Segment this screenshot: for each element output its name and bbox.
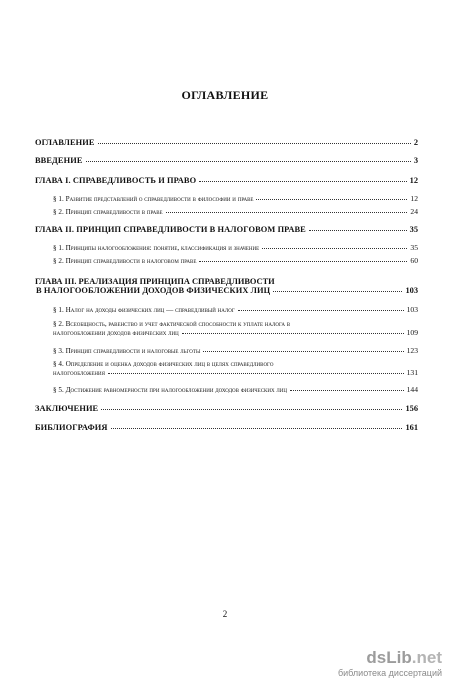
dot-leader [182, 333, 404, 334]
toc-entry-title: § 3. Принцип справедливости и налоговые льготы [53, 347, 201, 355]
toc-entry-section[interactable] [53, 320, 418, 337]
toc-entry-section[interactable] [53, 385, 418, 394]
toc-entry-section[interactable] [53, 346, 418, 355]
toc-page-number: 103 [406, 305, 418, 314]
toc-entry-title: § 1. Принципы налогообложения: понятие, классификация и значение [53, 244, 260, 252]
dot-leader [98, 143, 411, 144]
toc-entry-title-line1: ГЛАВА III. РЕАЛИЗАЦИЯ ПРИНЦИПА СПРАВЕДЛИВОСТИ [35, 277, 275, 286]
toc-entry-contents[interactable] [35, 138, 418, 147]
dot-leader [101, 409, 402, 410]
toc-page-number: 3 [413, 156, 418, 165]
watermark-logo [334, 649, 442, 667]
toc-entry-title: ЗАКЛЮЧЕНИЕ [35, 404, 99, 413]
toc-entry-title: В НАЛОГООБЛОЖЕНИИ ДОХОДОВ ФИЗИЧЕСКИХ ЛИЦ [36, 286, 271, 295]
toc-page-number: 109 [406, 328, 418, 337]
toc-page-number: 144 [406, 385, 418, 394]
toc-entry-introduction[interactable] [35, 156, 418, 165]
watermark-logo-tld: .net [411, 648, 442, 667]
toc-entry-conclusion[interactable] [35, 404, 418, 413]
dot-leader [111, 428, 403, 429]
watermark-logo-main: dsLib [366, 648, 412, 667]
page-title: ОГЛАВЛЕНИЕ [181, 88, 269, 102]
toc-entry-title: ВВЕДЕНИЕ [35, 156, 83, 165]
dot-leader [203, 351, 403, 352]
toc-entry-title: § 1. Развитие представлений о справедливости в философии и праве [53, 195, 254, 203]
toc-entry-title: налогообложения [53, 369, 105, 377]
toc-page-number: 12 [410, 194, 418, 203]
toc-entry-bibliography[interactable] [35, 423, 418, 432]
dot-leader [199, 181, 406, 182]
dot-leader [166, 212, 408, 213]
dot-leader [86, 161, 411, 162]
toc-entry-chapter-1[interactable] [35, 176, 418, 185]
toc-page-number: 60 [410, 256, 418, 265]
toc-page-number: 35 [409, 225, 418, 234]
toc-entry-title-line1: § 4. Определение и оценка доходов физических лиц в целях справедливого [53, 360, 274, 368]
toc-page-number: 161 [405, 423, 418, 432]
toc-entry-title: § 1. Налог на доходы физических лиц — справедливый налог [53, 306, 235, 314]
toc-entry-section[interactable] [53, 256, 418, 265]
toc-entry-title: § 2. Принцип справедливости в праве [53, 208, 163, 216]
toc-page-number: 123 [406, 346, 418, 355]
toc-entry-section[interactable] [53, 207, 418, 216]
toc-entry-title: ОГЛАВЛЕНИЕ [35, 138, 95, 147]
toc-entry-chapter-2[interactable] [35, 225, 418, 234]
toc-page-number: 103 [405, 286, 418, 295]
toc-entry-chapter-3[interactable] [35, 277, 418, 295]
toc-entry-section[interactable] [53, 243, 418, 252]
toc-page-number: 2 [413, 138, 418, 147]
toc-entry-title: ГЛАВА II. ПРИНЦИП СПРАВЕДЛИВОСТИ В НАЛОГОВОМ ПРАВЕ [35, 225, 306, 234]
toc-entry-title: ГЛАВА I. СПРАВЕДЛИВОСТЬ И ПРАВО [35, 176, 197, 185]
dot-leader [262, 248, 407, 249]
dot-leader [108, 373, 404, 374]
toc-page-number: 35 [410, 243, 418, 252]
dot-leader [256, 199, 407, 200]
toc-page-number: 156 [405, 404, 418, 413]
toc-entry-section[interactable] [53, 360, 418, 377]
toc-entry-title: § 2. Принцип справедливости в налоговом праве [53, 257, 197, 265]
watermark[interactable] [334, 649, 442, 679]
page-number: 2 [222, 609, 228, 619]
toc-page-number: 12 [409, 176, 418, 185]
toc-entry-title: налогообложении доходов физических лиц [53, 329, 179, 337]
watermark-subtitle: библиотека диссертаций [337, 668, 442, 678]
toc-entry-title-line1: § 2. Всеобщность, равенство и учет фактической способности к уплате налога в [53, 320, 291, 328]
toc-page-number: 24 [410, 207, 418, 216]
dot-leader [309, 230, 407, 231]
toc-entry-section[interactable] [53, 305, 418, 314]
dot-leader [290, 390, 404, 391]
dot-leader [273, 291, 402, 292]
dot-leader [199, 261, 407, 262]
dot-leader [238, 310, 404, 311]
toc-entry-title: БИБЛИОГРАФИЯ [35, 423, 108, 432]
toc-entry-section[interactable] [53, 194, 418, 203]
toc-entry-title: § 5. Достижение равномерности при налогообложении доходов физических лиц [53, 386, 288, 394]
toc-page-number: 131 [406, 368, 418, 377]
